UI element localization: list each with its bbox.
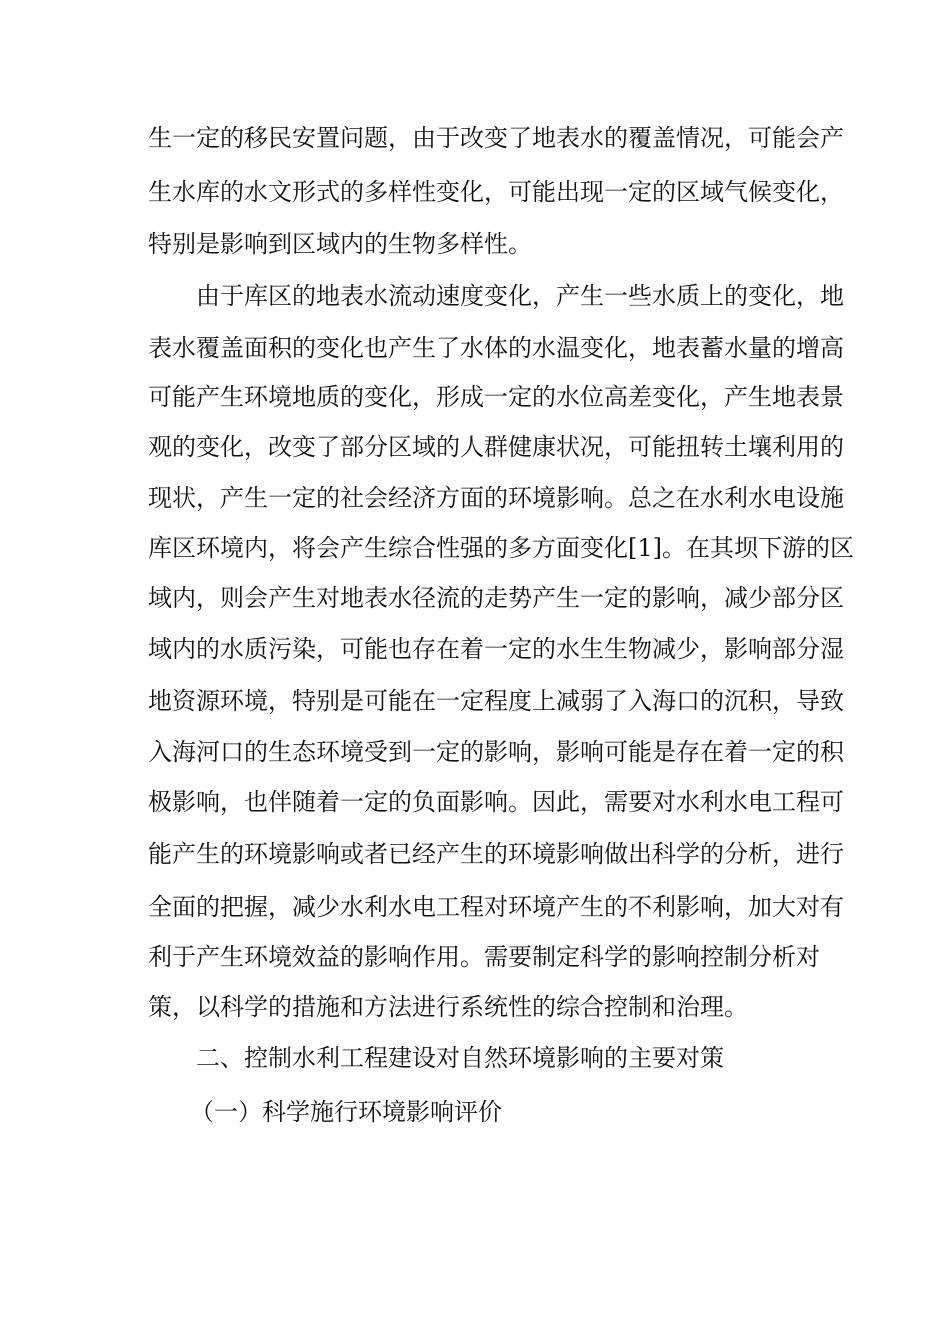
- paragraph-1-line-3: 特别是影响到区域内的生物多样性。: [148, 230, 532, 258]
- paragraph-2-line-1: 由于库区的地表水流动速度变化，产生一些水质上的变化，地: [196, 282, 844, 310]
- paragraph-2-line-3: 可能产生环境地质的变化，形成一定的水位高差变化，产生地表景: [148, 383, 844, 411]
- paragraph-2-line-4: 观的变化，改变了部分区域的人群健康状况，可能扭转土壤利用的: [148, 433, 844, 461]
- paragraph-1-line-1: 生一定的移民安置问题，由于改变了地表水的覆盖情况，可能会产: [148, 124, 844, 152]
- paragraph-2-line-10: 入海河口的生态环境受到一定的影响，影响可能是存在着一定的积: [148, 738, 844, 766]
- paragraph-2-line-12: 能产生的环境影响或者已经产生的环境影响做出科学的分析，进行: [148, 840, 844, 868]
- section-heading: 二、控制水利工程建设对自然环境影响的主要对策: [196, 1044, 724, 1072]
- paragraph-1-line-2: 生水库的水文形式的多样性变化，可能出现一定的区域气候变化，: [148, 178, 844, 206]
- paragraph-2-line-2: 表水覆盖面积的变化也产生了水体的水温变化，地表蓄水量的增高: [148, 334, 844, 362]
- paragraph-2-line-6: 库区环境内，将会产生综合性强的多方面变化[1]。在其坝下游的区: [148, 534, 854, 562]
- paragraph-2-line-14: 利于产生环境效益的影响作用。需要制定科学的影响控制分析对: [148, 943, 820, 971]
- subsection-heading: （一）科学施行环境影响评价: [190, 1098, 502, 1126]
- paragraph-2-line-8: 域内的水质污染，可能也存在着一定的水生生物减少，影响部分湿: [148, 635, 844, 663]
- paragraph-2-line-15: 策，以科学的措施和方法进行系统性的综合控制和治理。: [148, 993, 748, 1021]
- paragraph-2-line-13: 全面的把握，减少水利水电工程对环境产生的不利影响，加大对有: [148, 893, 844, 921]
- paragraph-2-line-11: 极影响，也伴随着一定的负面影响。因此，需要对水利水电工程可: [148, 788, 844, 816]
- paragraph-2-line-9: 地资源环境，特别是可能在一定程度上减弱了入海口的沉积，导致: [148, 687, 844, 715]
- paragraph-2-line-7: 域内，则会产生对地表水径流的走势产生一定的影响，减少部分区: [148, 584, 844, 612]
- paragraph-2-line-5: 现状，产生一定的社会经济方面的环境影响。总之在水利水电设施: [148, 484, 844, 512]
